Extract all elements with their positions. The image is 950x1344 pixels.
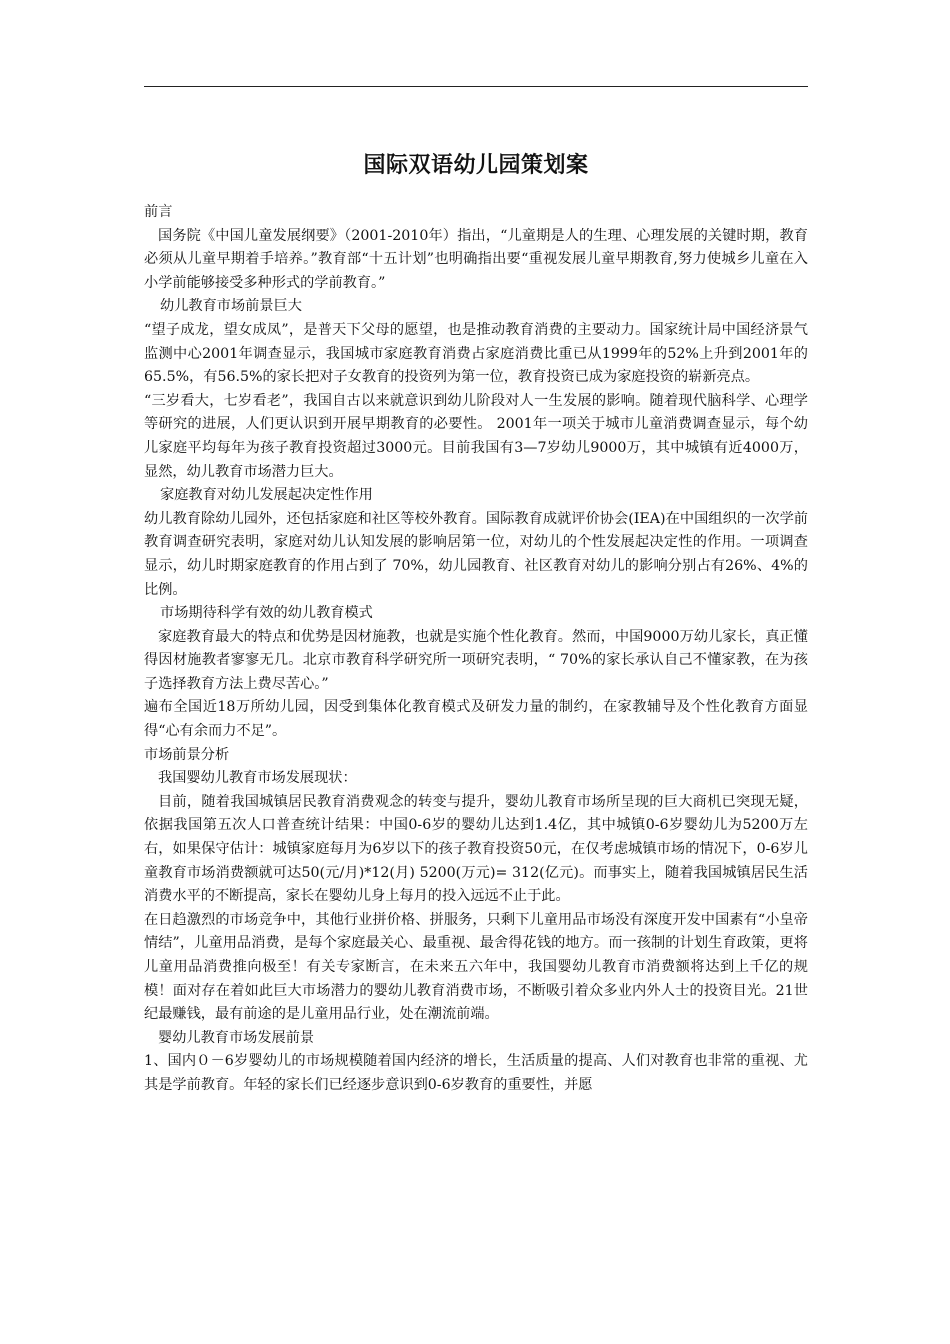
paragraph: 遍布全国近18万所幼儿园，因受到集体化教育模式及研发力量的制约，在家教辅导及个性化教育方面显得“心有余而力不足”。 — [144, 699, 808, 740]
paragraph: 婴幼儿教育市场发展前景 — [158, 1029, 315, 1046]
paragraph: 在日趋激烈的市场竞争中，其他行业拼价格、拼服务，只剩下儿童用品市场没有深度开发中国素有“小皇帝情结”，儿童用品消费，是每个家庭最关心、最重视、最舍得花钱的地方。而一孩制的计划生育政策，更将儿童用品消费推向极至！有关专家断言，在未来五六年中，我国婴幼儿教育市消费额将达到上千亿的规模！面对存在着如此巨大市场潜力的婴幼儿教育消费市场，不断吸引着众多业内外人士的投资目光。21世纪最赚钱，最有前途的是儿童用品行业，处在潮流前端。 — [144, 911, 808, 1023]
paragraph: 市场前景分析 — [144, 746, 230, 763]
paragraph: 1、国内０－6岁婴幼儿的市场规模随着国内经济的增长，生活质量的提高、人们对教育也非常的重视、尤其是学前教育。年轻的家长们已经逐步意识到0-6岁教育的重要性，并愿 — [144, 1053, 808, 1093]
paragraph: 目前，随着我国城镇居民教育消费观念的转变与提升，婴幼儿教育市场所呈现的巨大商机已突现无疑，依据我国第五次人口普查统计结果：中国0-6岁的婴幼儿达到1.4亿，其中城镇0-6岁婴幼儿为5200万左右，如果保守估计：城镇家庭每月为6岁以下的孩子教育投资50元，在仅考虑城镇市场的情况下，0-6岁儿童教育市场消费额就可达50(元/月)*12(月) 5200(万元)= 312(亿元)。而事实上，随着我国城镇居民生活消费水平的不断提高，家长在婴幼儿身上每月的投入远远不止于此。 — [144, 793, 808, 905]
paragraph: 国务院《中国儿童发展纲要》（2001-2010年）指出，“儿童期是人的生理、心理发展的关键时期，教育必须从儿童早期着手培养。”教育部“十五计划”也明确指出要“重视发展儿童早期教育,努力使城乡儿童在入小学前能够接受多种形式的学前教育。” — [144, 227, 808, 291]
paragraph: “望子成龙，望女成凤”，是普天下父母的愿望，也是推动教育消费的主要动力。国家统计局中国经济景气监测中心2001年调查显示，我国城市家庭教育消费占家庭消费比重已从1999年的52%上升到2001年的65.5%，有56.5%的家长把对子女教育的投资列为第一位，教育投资已成为家庭投资的崭新亮点。 — [144, 321, 808, 386]
paragraph: 市场期待科学有效的幼儿教育模式 — [160, 605, 373, 622]
paragraph: 家庭教育最大的特点和优势是因材施教，也就是实施个性化教育。然而，中国9000万幼儿家长，真正懂得因材施教者寥寥无几。北京市教育科学研究所一项研究表明，“ 70%的家长承认自己不懂家教，在为孩子选择教育方法上费尽苦心。” — [144, 628, 808, 692]
paragraph: 幼儿教育除幼儿园外，还包括家庭和社区等校外教育。国际教育成就评价协会(IEA)在中国组织的一次学前教育调查研究表明，家庭对幼儿认知发展的影响居第一位，对幼儿的个性发展起决定性的作用。一项调查显示，幼儿时期家庭教育的作用占到了 70%，幼儿园教育、社区教育对幼儿的影响分别占有26%、4%的比例。 — [144, 510, 808, 598]
document-title: 国际双语幼儿园策划案 — [363, 151, 589, 178]
paragraph: “三岁看大，七岁看老”，我国自古以来就意识到幼儿阶段对人一生发展的影响。随着现代脑科学、心理学等研究的进展，人们更认识到开展早期教育的必要性。 2001年一项关于城市儿童消费调查显示，每个幼儿家庭平均每年为孩子教育投资超过3000元。目前我国有3—7岁幼儿9000万，其中城镇有近4000万，显然，幼儿教育市场潜力巨大。 — [144, 392, 808, 480]
paragraph: 幼儿教育市场前景巨大 — [160, 298, 302, 315]
paragraph: 前言 — [144, 204, 173, 220]
paragraph: 我国婴幼儿教育市场发展现状： — [158, 770, 357, 787]
document-body — [144, 201, 808, 1098]
paragraph: 家庭教育对幼儿发展起决定性作用 — [160, 487, 373, 504]
header-rule — [144, 86, 808, 87]
